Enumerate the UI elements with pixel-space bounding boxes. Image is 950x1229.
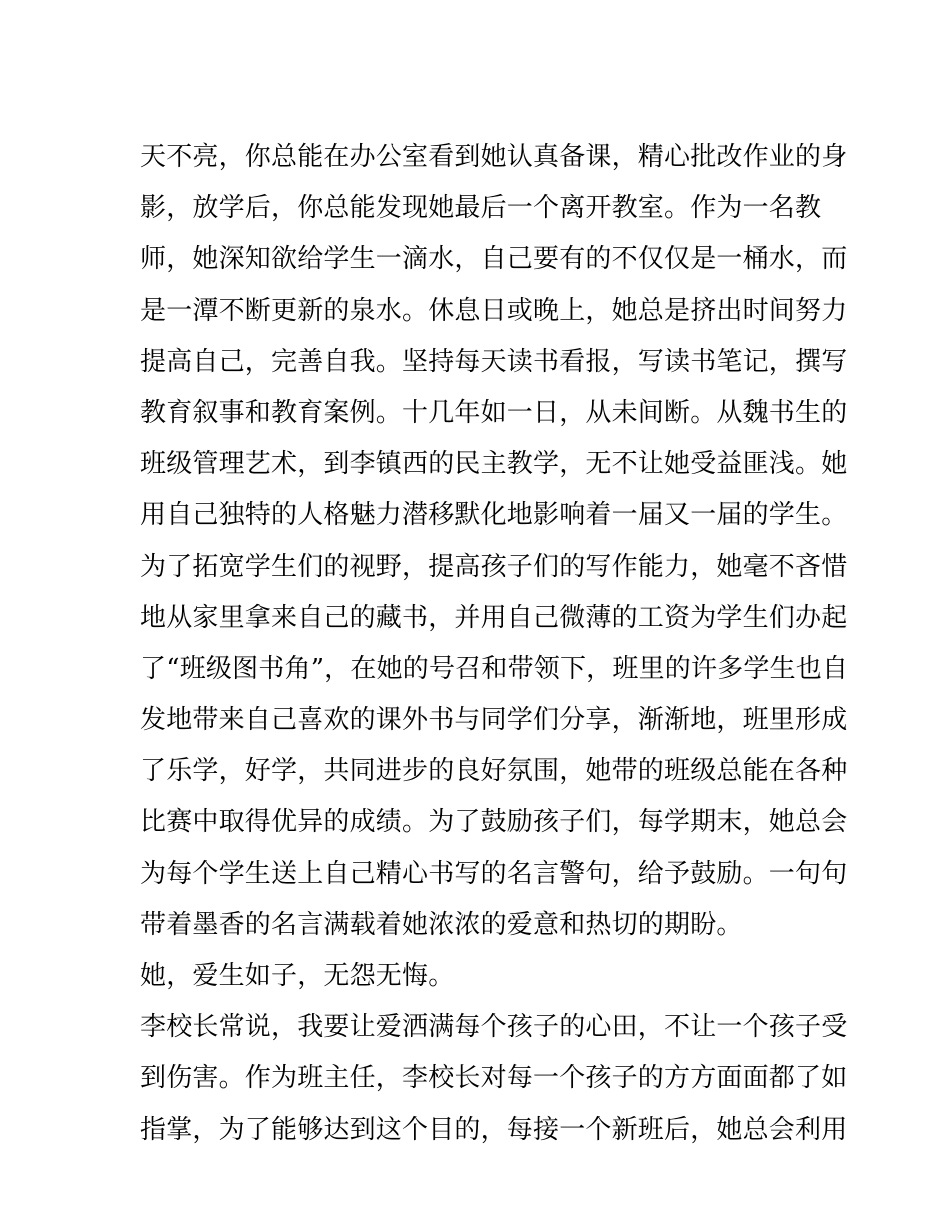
- text-line-15: 为每个学生送上自己精心书写的名言警句，给予鼓励。一句句: [140, 858, 848, 889]
- text-line-9: 为了拓宽学生们的视野，提高孩子们的写作能力，她毫不吝惜: [140, 551, 848, 582]
- document-page: [140, 132, 849, 1156]
- text-line-12: 发地带来自己喜欢的课外书与同学们分享，渐渐地，班里形成: [140, 705, 848, 736]
- text-line-20: 指掌，为了能够达到这个目的，每接一个新班后，她总会利用: [140, 1114, 848, 1145]
- text-line-7: 班级管理艺术，到李镇西的民主教学，无不让她受益匪浅。她: [140, 449, 848, 480]
- text-line-16: 带着墨香的名言满载着她浓浓的爱意和热切的期盼。: [140, 909, 743, 940]
- text-line-4: 是一潭不断更新的泉水。休息日或晚上，她总是挤出时间努力: [140, 295, 848, 326]
- text-line-1: 天不亮，你总能在办公室看到她认真备课，精心批改作业的身: [140, 142, 848, 172]
- text-line-17: 她，爱生如子，无怨无悔。: [140, 961, 455, 991]
- text-line-11: 了“班级图书角”，在她的号召和带领下，班里的许多学生也自: [140, 653, 849, 684]
- text-line-19: 到伤害。作为班主任，李校长对每一个孩子的方方面面都了如: [140, 1063, 848, 1094]
- text-line-2: 影，放学后，你总能发现她最后一个离开教室。作为一名教: [140, 193, 822, 224]
- text-line-5: 提高自己，完善自我。坚持每天读书看报，写读书笔记，撰写: [140, 346, 848, 377]
- text-line-10: 地从家里拿来自己的藏书，并用自己微薄的工资为学生们办起: [140, 602, 848, 633]
- text-line-3: 师，她深知欲给学生一滴水，自己要有的不仅仅是一桶水，而: [140, 244, 848, 275]
- text-line-8: 用自己独特的人格魅力潜移默化地影响着一届又一届的学生。: [140, 500, 848, 531]
- text-line-6: 教育叙事和教育案例。十几年如一日，从未间断。从魏书生的: [140, 397, 848, 428]
- text-line-13: 了乐学，好学，共同进步的良好氛围，她带的班级总能在各种: [140, 756, 848, 787]
- text-line-18: 李校长常说，我要让爱洒满每个孩子的心田，不让一个孩子受: [140, 1012, 848, 1043]
- text-line-14: 比赛中取得优异的成绩。为了鼓励孩子们，每学期末，她总会: [140, 807, 848, 838]
